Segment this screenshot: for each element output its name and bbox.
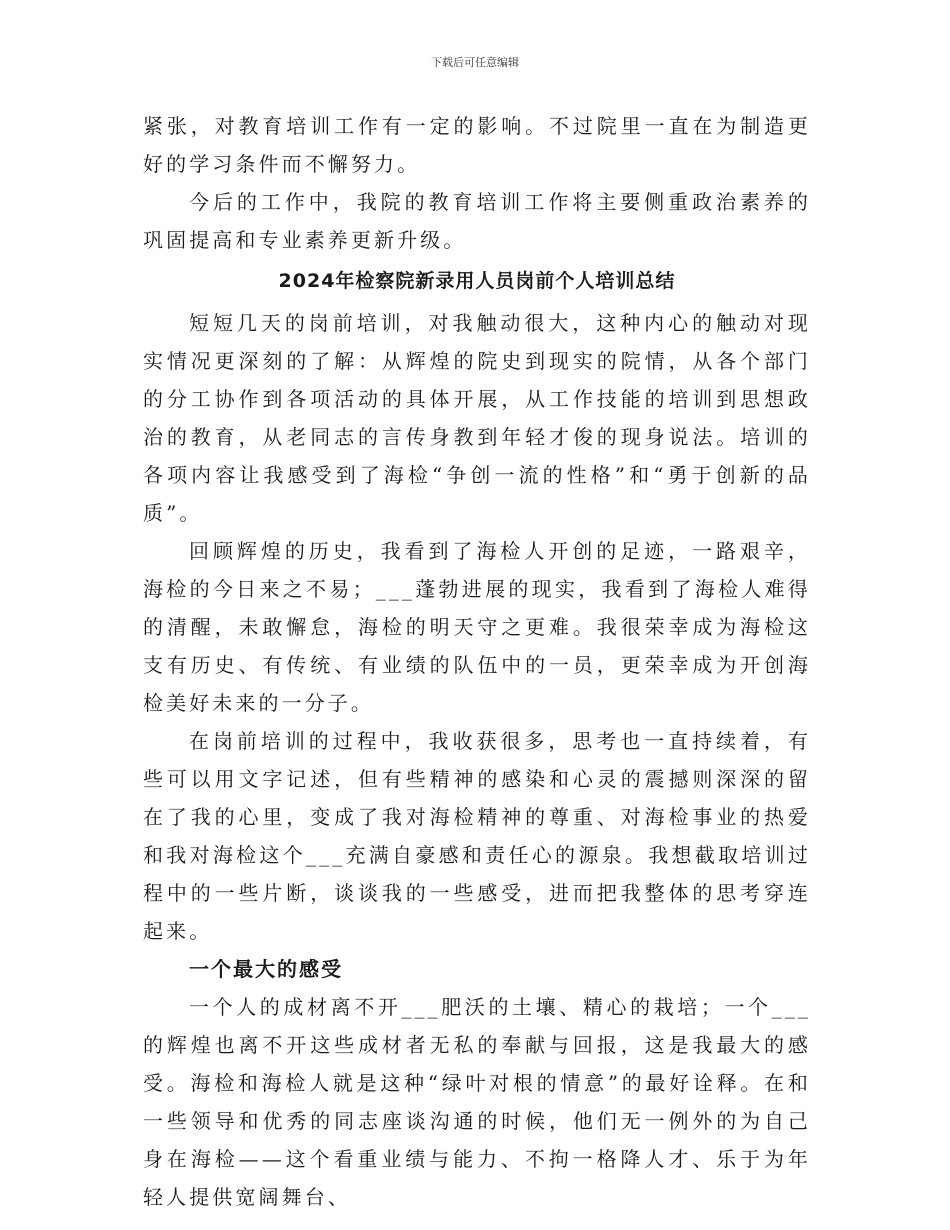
section-heading: 一个最大的感受	[189, 957, 343, 981]
paragraph-2: 回顾辉煌的历史，我看到了海检人开创的足迹，一路艰辛，海检的今日来之不易；___蓬勃进展的现实，我看到了海检人难得的清醒，未敢懈怠，海检的明天守之更难。我很荣幸成为海检这支有历史、有传统、有业绩的队伍中的一员，更荣幸成为开创海检美好未来的一分子。	[143, 539, 811, 715]
paragraph-4: 一个人的成材离不开___肥沃的土壤、精心的栽培；一个___的辉煌也离不开这些成材者无私的奉献与回报，这是我最大的感受。海检和海检人就是这种“绿叶对根的情意”的最好诠释。在和一些领导和优秀的同志座谈沟通的时候，他们无一例外的为自己身在海检——这个看重业绩与能力、不拘一格降人才、乐于为年轻人提供宽阔舞台、	[143, 995, 811, 1209]
paragraph-intro-continued: 紧张，对教育培训工作有一定的影响。不过院里一直在为制造更好的学习条件而不懈努力。	[143, 114, 811, 176]
paragraph-3: 在岗前培训的过程中，我收获很多，思考也一直持续着，有些可以用文字记述，但有些精神的感染和心灵的震撼则深深的留在了我的心里，变成了我对海检精神的尊重、对海检事业的热爱和我对海检这个___充满自豪感和责任心的源泉。我想截取培训过程中的一些片断，谈谈我的一些感受，进而把我整体的思考穿连起来。	[143, 729, 811, 943]
document-title: 2024年检察院新录用人员岗前个人培训总结	[278, 270, 676, 292]
paragraph-1: 短短几天的岗前培训，对我触动很大，这种内心的触动对现实情况更深刻的了解：从辉煌的院史到现实的院情，从各个部门的分工协作到各项活动的具体开展，从工作技能的培训到思想政治的教育，从老同志的言传身教到年轻才俊的现身说法。培训的各项内容让我感受到了海检“争创一流的性格”和“勇于创新的品质”。	[143, 311, 811, 525]
page-header-note: 下载后可任意编辑	[431, 56, 519, 69]
paragraph-future-work: 今后的工作中，我院的教育培训工作将主要侧重政治素养的巩固提高和专业素养更新升级。	[143, 190, 811, 252]
document-body	[143, 107, 811, 1216]
